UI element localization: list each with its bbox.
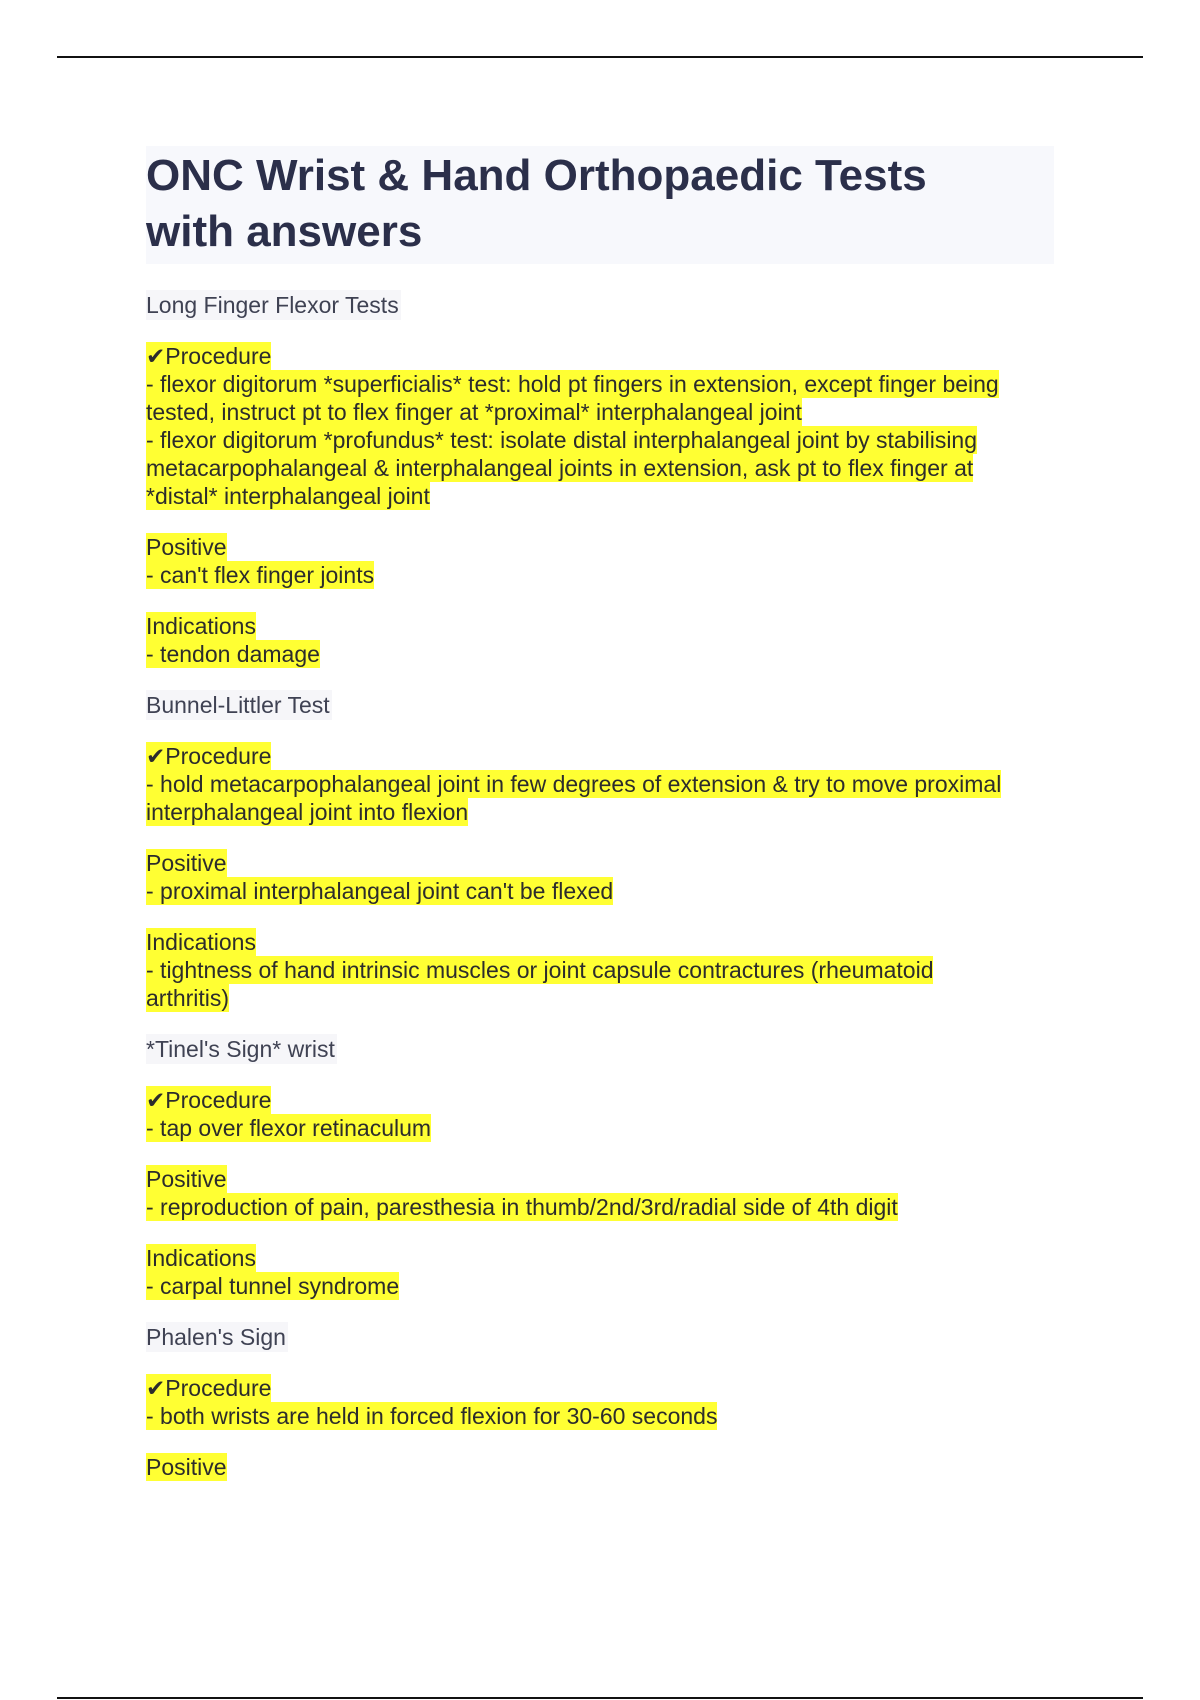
document-title bbox=[146, 146, 1054, 264]
question-heading: Long Finger Flexor Tests bbox=[146, 292, 399, 318]
answer-line: tested, instruct pt to flex finger at *proximal* interphalangeal joint bbox=[146, 399, 802, 425]
bottom-rule bbox=[57, 1697, 1143, 1699]
title-line-2: with answers bbox=[146, 207, 423, 256]
answer-label: Positive bbox=[146, 1166, 227, 1192]
answer-label: ✔Procedure bbox=[146, 343, 272, 369]
answer-block bbox=[146, 1453, 1086, 1481]
answer-line: *distal* interphalangeal joint bbox=[146, 483, 430, 509]
answer-block bbox=[146, 612, 1086, 668]
answer-line: - can't flex finger joints bbox=[146, 562, 375, 588]
answer-label: ✔Procedure bbox=[146, 1375, 272, 1401]
answer-label: Positive bbox=[146, 1454, 227, 1480]
answer-label: Positive bbox=[146, 850, 227, 876]
answer-line: - proximal interphalangeal joint can't be flexed bbox=[146, 878, 614, 904]
answer-block bbox=[146, 1244, 1086, 1300]
answer-label: Indications bbox=[146, 929, 256, 955]
answer-block bbox=[146, 849, 1086, 905]
answer-line: - carpal tunnel syndrome bbox=[146, 1273, 400, 1299]
answer-label: ✔Procedure bbox=[146, 1087, 272, 1113]
question-heading: Bunnel-Littler Test bbox=[146, 692, 330, 718]
answer-line: - tightness of hand intrinsic muscles or joint capsule contractures (rheumatoid bbox=[146, 957, 934, 983]
answer-line: - both wrists are held in forced flexion for 30-60 seconds bbox=[146, 1403, 718, 1429]
answer-label: Indications bbox=[146, 613, 256, 639]
answer-block bbox=[146, 1374, 1086, 1430]
question-heading: *Tinel's Sign* wrist bbox=[146, 1036, 335, 1062]
answer-block bbox=[146, 1086, 1086, 1142]
question-heading: Phalen's Sign bbox=[146, 1324, 286, 1350]
answer-line: - reproduction of pain, paresthesia in thumb/2nd/3rd/radial side of 4th digit bbox=[146, 1194, 898, 1220]
qa-section bbox=[146, 1322, 1086, 1481]
answer-line: - tendon damage bbox=[146, 641, 320, 667]
answer-block bbox=[146, 342, 1086, 510]
answer-line: arthritis) bbox=[146, 985, 230, 1011]
answer-label: Indications bbox=[146, 1245, 256, 1271]
answer-line: - tap over flexor retinaculum bbox=[146, 1115, 432, 1141]
qa-section bbox=[146, 1034, 1086, 1300]
answer-line: - flexor digitorum *superficialis* test: hold pt fingers in extension, except finger being bbox=[146, 371, 999, 397]
answer-label: ✔Procedure bbox=[146, 743, 272, 769]
answer-label: Positive bbox=[146, 534, 227, 560]
top-rule bbox=[57, 56, 1143, 58]
answer-block bbox=[146, 928, 1086, 1012]
title-line-1: ONC Wrist & Hand Orthopaedic Tests bbox=[146, 151, 927, 200]
answer-line: - hold metacarpophalangeal joint in few degrees of extension & try to move proximal bbox=[146, 771, 1002, 797]
answer-block bbox=[146, 1165, 1086, 1221]
qa-section bbox=[146, 290, 1086, 668]
qa-sections bbox=[146, 290, 1086, 1481]
answer-line: - flexor digitorum *profundus* test: isolate distal interphalangeal joint by stabilising bbox=[146, 427, 978, 453]
answer-block bbox=[146, 742, 1086, 826]
answer-line: interphalangeal joint into flexion bbox=[146, 799, 469, 825]
answer-line: metacarpophalangeal & interphalangeal joints in extension, ask pt to flex finger at bbox=[146, 455, 974, 481]
answer-block bbox=[146, 533, 1086, 589]
qa-section bbox=[146, 690, 1086, 1012]
document-body bbox=[146, 146, 1086, 1503]
